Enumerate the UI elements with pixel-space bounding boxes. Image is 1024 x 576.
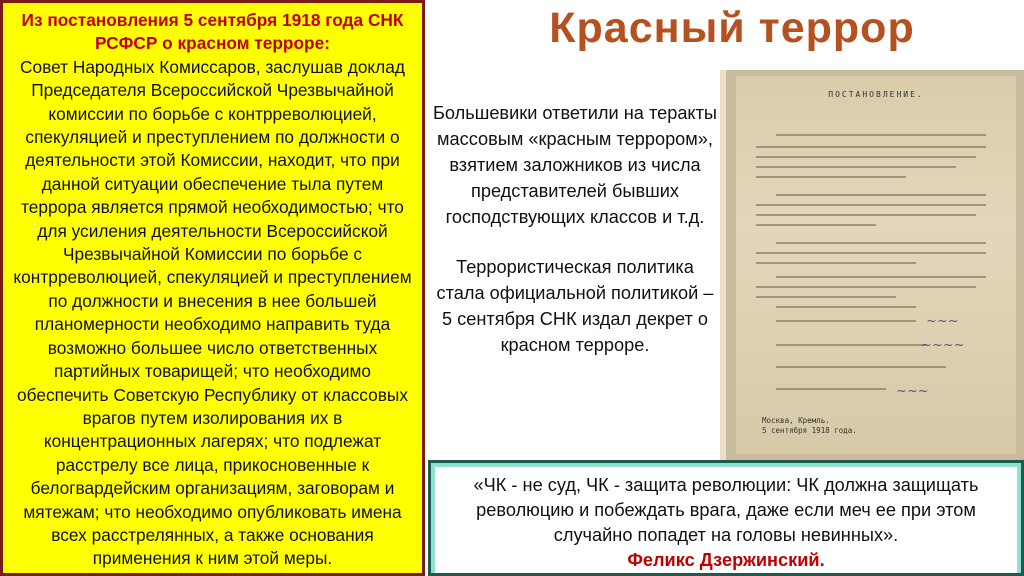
slide-title: Красный террор [549, 4, 915, 52]
document-text-line [756, 262, 916, 264]
document-text-line [756, 146, 986, 148]
decree-excerpt-title: Из постановления 5 сентября 1918 года СНК РСФСР о красном терроре: [21, 10, 404, 54]
quote-inner [435, 467, 1017, 573]
document-text-line [756, 252, 986, 254]
document-text-line [756, 166, 956, 168]
center-text-block [430, 100, 720, 382]
document-text-line [756, 286, 976, 288]
signature-mark-2: ~~~~ [921, 338, 965, 353]
document-header: ПОСТАНОВЛЕНИЕ. [828, 90, 924, 99]
document-footer [762, 416, 857, 436]
center-paragraph-2: Террористическая политика стала официальной политикой – 5 сентября СНК издал декрет о красном терроре. [436, 257, 714, 355]
document-text-line [776, 344, 926, 346]
document-text-line [756, 204, 986, 206]
decree-document-image [720, 70, 1024, 460]
quote-panel [428, 460, 1024, 576]
document-text-line [776, 276, 986, 278]
document-text-line [776, 388, 886, 390]
document-text-line [776, 134, 986, 136]
document-text-line [776, 306, 916, 308]
document-text-line [776, 320, 916, 322]
document-text-line [756, 214, 976, 216]
center-paragraph-1: Большевики ответили на теракты массовым «красным террором», взятием заложников из числа представителей бывших господствующих классов и т.д. [432, 103, 717, 227]
document-text-line [756, 296, 896, 298]
document-text-line [776, 366, 946, 368]
document-text-line [756, 224, 876, 226]
signature-mark-1: ~~~ [926, 314, 959, 329]
quote-text: «ЧК - не суд, ЧК - защита революции: ЧК должна защищать революцию и побеждать врага, даже если меч ее при этом случайно попадет на головы невинных». [473, 475, 979, 545]
document-footer-date: 5 сентября 1918 года. [762, 426, 857, 435]
decree-excerpt-panel [0, 0, 425, 576]
quote-author: Феликс Дзержинский. [627, 550, 825, 570]
decree-excerpt-body: Совет Народных Комиссаров, заслушав доклад Председателя Всероссийской Чрезвычайной комиссии по борьбе с контрреволюцией, спекуляцией и преступлением по должности о деятельности этой Комиссии, находит, что при данной ситуации обеспечение тыла путем террора является прямой необходимостью; что для усиления деятельности Всероссийской Чрезвычайной Комиссии по борьбе с контрреволюцией, спекуляцией и преступлением по должности и внесения в нее большей планомерности необходимо направить туда возможно большее число ответственных партийных товарищей; что необходимо обеспечить Советскую Республику от классовых врагов путем изолирования их в концентрационных лагерях; что подлежат расстрелу все лица, прикосновенные к белогвардейским организациям, заговорам и мятежам; что необходимо опубликовать имена всех расстрелянных, а также основания применения к ним этой меры. [13, 56, 412, 569]
document-text-line [756, 156, 976, 158]
document-footer-city: Москва, Кремль. [762, 416, 830, 425]
document-text-line [756, 176, 906, 178]
document-text-line [776, 242, 986, 244]
signature-mark-3: ~~~ [896, 384, 929, 399]
document-text-line [776, 194, 986, 196]
document-paper [736, 76, 1016, 454]
